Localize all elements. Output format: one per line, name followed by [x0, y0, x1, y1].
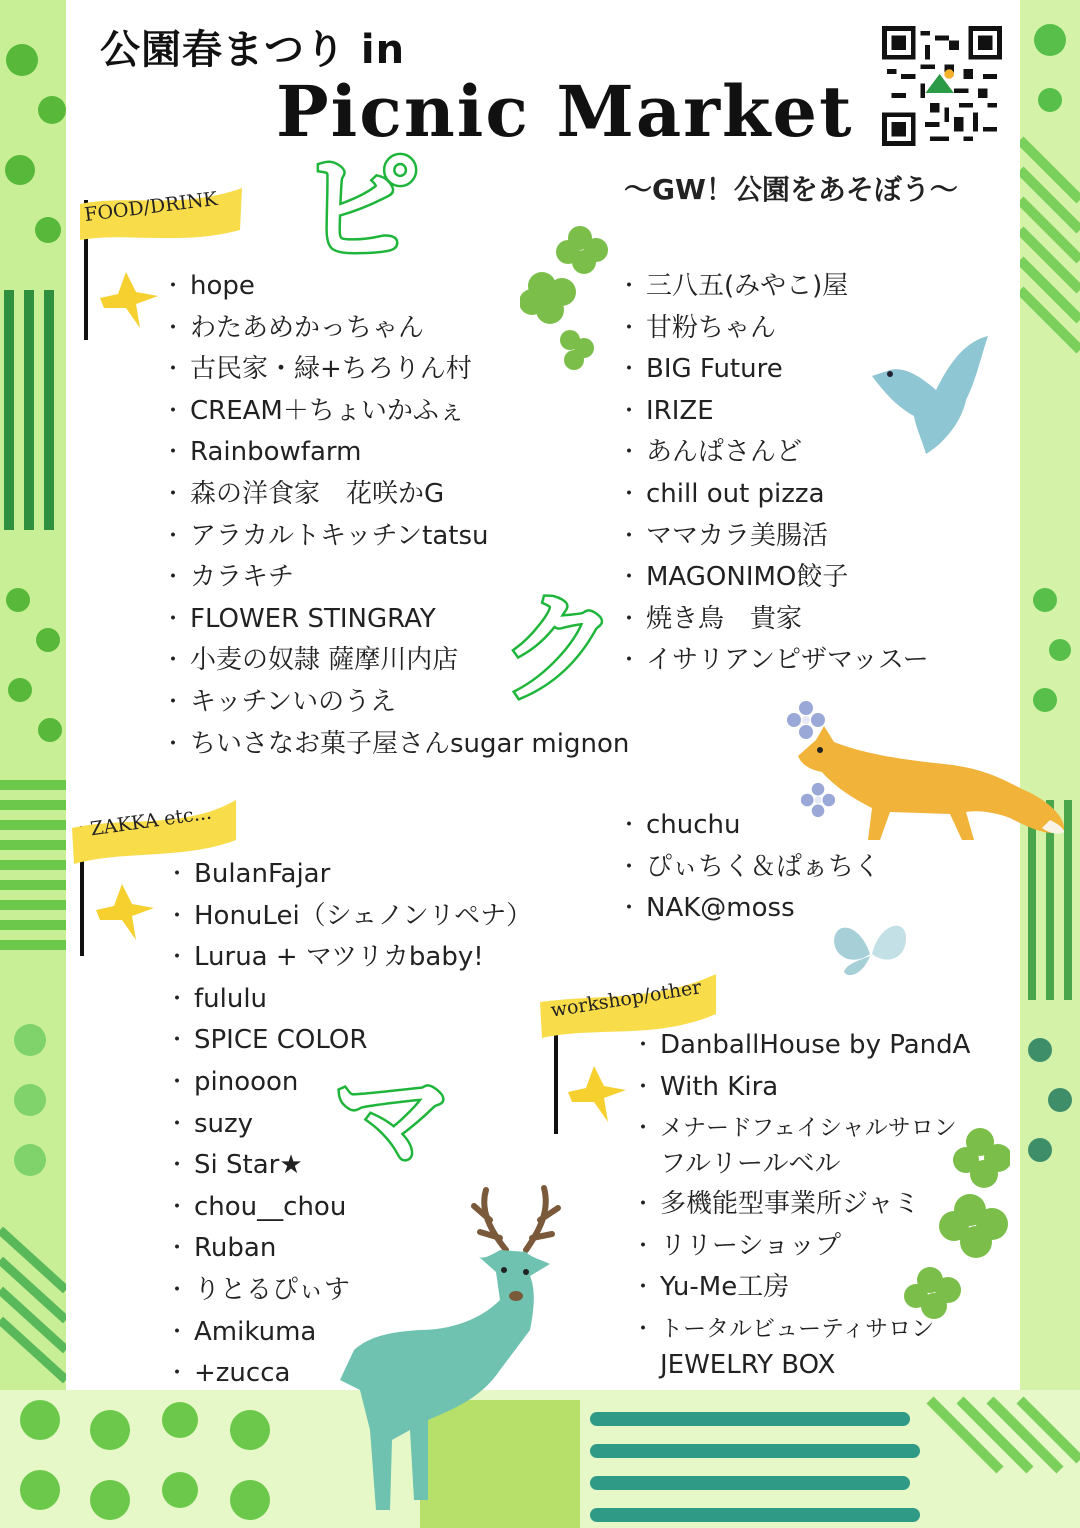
list-item: ・ chou__chou — [172, 1187, 532, 1229]
list-item: ・ IRIZE — [624, 391, 929, 433]
list-item: ・ DanballHouse by PandA — [638, 1025, 970, 1067]
bird-icon — [564, 1062, 630, 1128]
list-item: ・ 焼き鳥 貴家 — [624, 599, 929, 641]
bird-icon — [96, 268, 162, 334]
butterfly-icon — [830, 914, 910, 984]
list-item: ・ Yu-Me工房 — [638, 1267, 934, 1309]
list-item: ・ suzy — [172, 1104, 532, 1146]
list-item: ・ CREAM＋ちょいかふぇ — [168, 391, 629, 433]
list-item: ・ BulanFajar — [172, 854, 532, 896]
subtitle: ～GW！公園をあそぼう～ — [624, 173, 958, 206]
list-item: ・ BIG Future — [624, 349, 929, 391]
list-item: ・ 古民家・緑+ちろりん村 — [168, 349, 629, 391]
qr-code-icon[interactable] — [882, 26, 1002, 146]
clover-icon — [900, 1120, 1010, 1320]
zakka-flag-label: ZAKKA etc... — [89, 801, 213, 841]
list-item: ・ ちいさなお菓子屋さんsugar mignon — [168, 724, 629, 766]
list-item: ・ NAK@moss — [624, 888, 880, 930]
list-item: ・ HonuLei（シェノンリペナ） — [172, 896, 532, 938]
workshop-list-2 — [638, 1184, 934, 1350]
list-item: ・ メナードフェイシャルサロン — [638, 1108, 970, 1150]
title-japanese: 公園春まつり in — [100, 27, 406, 73]
list-item: ・ Ruban — [172, 1228, 532, 1270]
list-item: ・ りとるぴぃす — [172, 1270, 532, 1312]
kana-pi: ピ — [300, 140, 420, 279]
list-item-continuation: フルリールベル — [660, 1149, 841, 1179]
list-item: ・ chuchu — [624, 805, 880, 847]
list-item: ・ 小麦の奴隷 薩摩川内店 — [168, 640, 629, 682]
bird-icon — [866, 330, 996, 460]
list-item: ・ あんぱさんど — [624, 432, 929, 474]
list-item: ・ 森の洋食家 花咲かG — [168, 474, 629, 516]
list-item: ・ SPICE COLOR — [172, 1020, 532, 1062]
list-item: ・ カラキチ — [168, 557, 629, 599]
list-item: ・ +zucca — [172, 1353, 532, 1395]
clover-icon — [520, 210, 620, 370]
list-item: ・ イサリアンピザマッスー — [624, 640, 929, 682]
kana-ku: ク — [500, 580, 619, 718]
workshop-flag-label: workshop/other — [549, 976, 703, 1022]
list-item: ・ ママカラ美腸活 — [624, 516, 929, 558]
list-item: ・ FLOWER STINGRAY — [168, 599, 629, 641]
zakka-list-right — [624, 805, 880, 930]
list-item: ・ MAGONIMO餃子 — [624, 557, 929, 599]
list-item: ・ 多機能型事業所ジャミ — [638, 1184, 934, 1226]
kana-ma: マ — [332, 1052, 452, 1191]
deer-icon — [330, 1180, 590, 1520]
list-item: ・ hope — [168, 266, 629, 308]
list-item: ・ chill out pizza — [624, 474, 929, 516]
list-item: ・ Amikuma — [172, 1312, 532, 1354]
list-item: ・ 甘粉ちゃん — [624, 308, 929, 350]
bird-icon — [92, 880, 158, 946]
list-item: ・ キッチンいのうえ — [168, 682, 629, 724]
list-item: ・ With Kira — [638, 1067, 970, 1109]
list-item: ・ Rainbowfarm — [168, 432, 629, 474]
list-item: ・ fululu — [172, 979, 532, 1021]
list-item: ・ pinooon — [172, 1062, 532, 1104]
food-list-right — [624, 266, 929, 682]
list-item: ・ Si Star★ — [172, 1145, 532, 1187]
list-item: ・ リリーショップ — [638, 1226, 934, 1268]
list-item: ・ アラカルトキッチンtatsu — [168, 516, 629, 558]
food-flag-label: FOOD/DRINK — [83, 187, 219, 227]
list-item: ・ 三八五(みやこ)屋 — [624, 266, 929, 308]
list-item: ・ Lurua + マツリカbaby! — [172, 937, 532, 979]
list-item: ・ わたあめかっちゃん — [168, 308, 629, 350]
list-item: ・ トータルビューティサロン — [638, 1309, 934, 1351]
list-item: ・ ぴぃちく＆ぱぁちく — [624, 847, 880, 889]
list-item-continuation: JEWELRY BOX — [660, 1350, 836, 1380]
title-english: Picnic Market — [276, 70, 854, 153]
